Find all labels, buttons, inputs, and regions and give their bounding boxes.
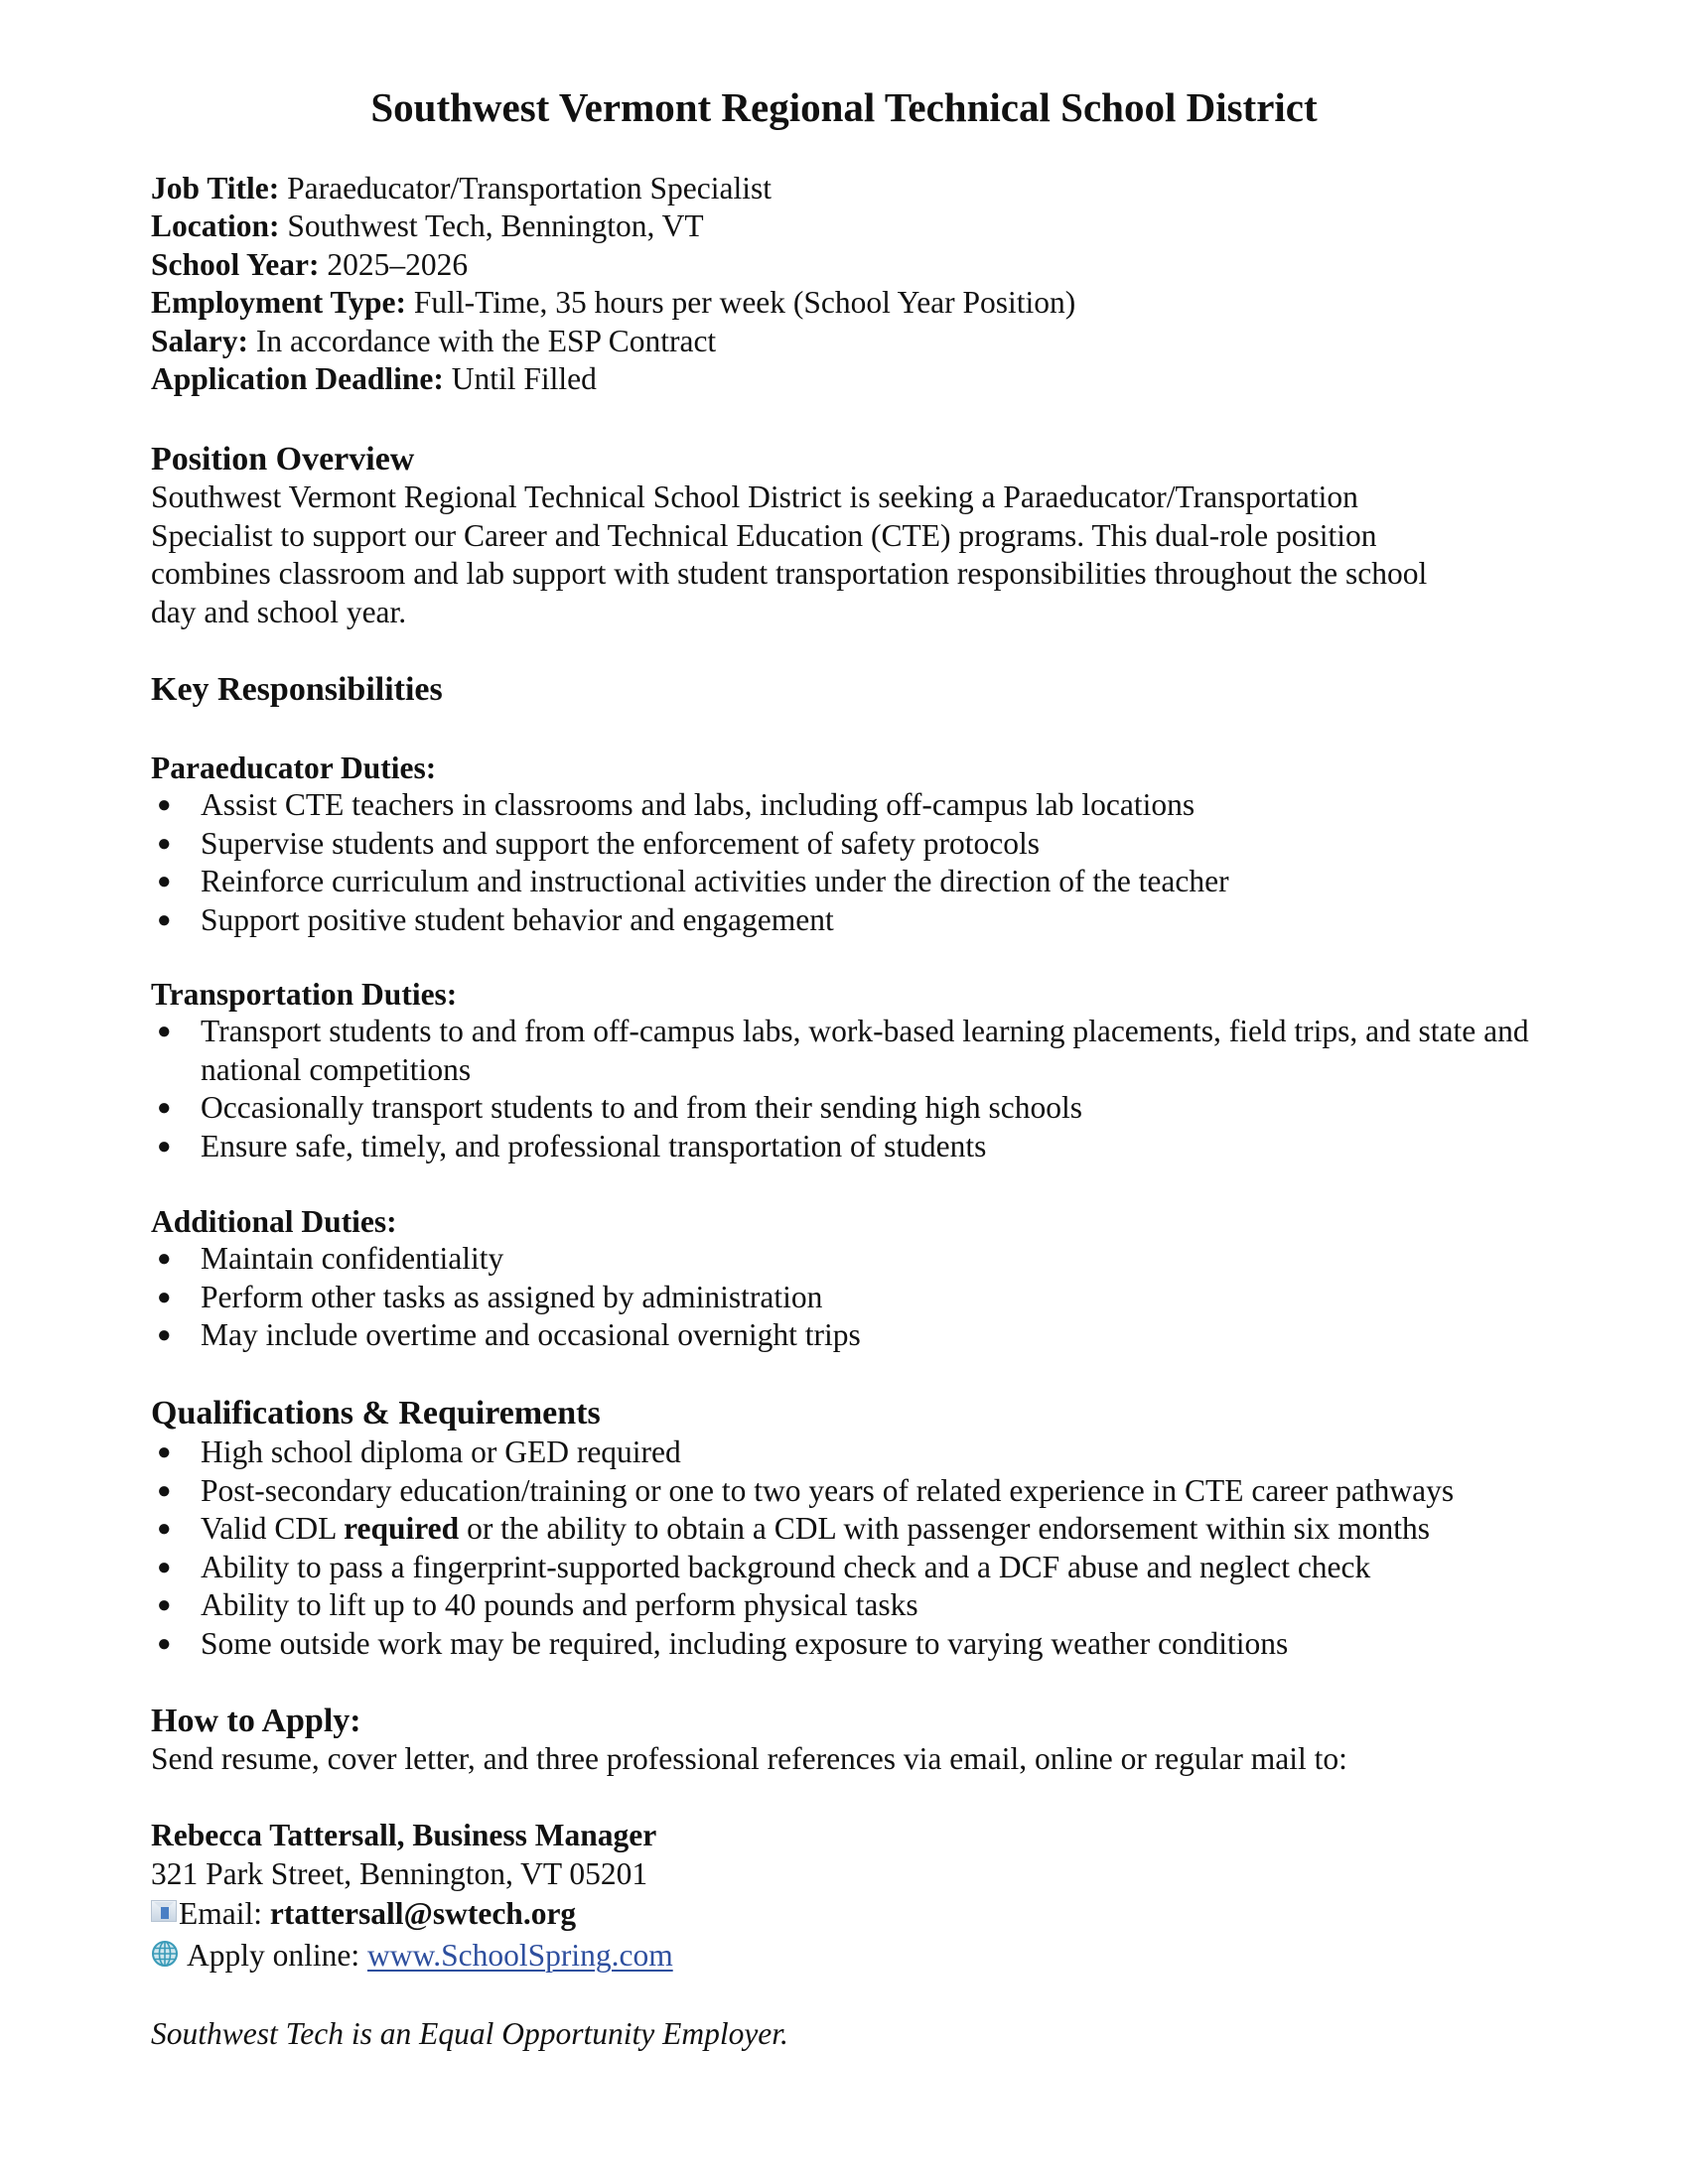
- list-item: [151, 1013, 1531, 1089]
- detail-label: Job Title:: [151, 171, 280, 205]
- list-item-text: May include overtime and occasional overnight trips: [201, 1317, 861, 1352]
- list-item: [151, 1472, 1541, 1511]
- contact-name: Rebecca Tattersall, Business Manager: [151, 1818, 657, 1852]
- equal-opportunity-statement: Southwest Tech is an Equal Opportunity Employer.: [151, 2016, 788, 2051]
- apply-online-row: [151, 1934, 1541, 1978]
- list-item: [151, 1549, 1541, 1587]
- list-item-text: Perform other tasks as assigned by administration: [201, 1279, 823, 1314]
- detail-value: 2025–2026: [327, 246, 469, 282]
- contact-email-row: [151, 1893, 1541, 1934]
- detail-label: Salary:: [151, 323, 248, 358]
- bullet-icon: ●: [157, 1019, 172, 1044]
- detail-label: School Year:: [151, 246, 320, 282]
- list-item-text: Post-secondary education/training or one to two years of related experience in CTE career pathways: [201, 1472, 1455, 1508]
- bullet-icon: ●: [157, 1322, 172, 1348]
- apply-instructions: [151, 1740, 1541, 1779]
- schoolspring-link[interactable]: www.SchoolSpring.com: [367, 1938, 673, 1974]
- list-item: [151, 825, 1541, 864]
- subheading-additional-duties: Additional Duties:: [151, 1204, 397, 1239]
- email-address-link[interactable]: rtattersall@swtech.org: [269, 1896, 577, 1932]
- bullet-icon: ●: [157, 906, 172, 933]
- list-item-text: Ensure safe, timely, and professional transportation of students: [201, 1128, 987, 1163]
- detail-job-title: [151, 170, 1541, 207]
- list-item: [151, 786, 1541, 825]
- globe-icon: [151, 1940, 179, 1968]
- contact-block: [151, 1817, 1541, 1978]
- overview-line: combines classroom and lab support with student transportation responsibilities throughout the school: [151, 556, 1428, 592]
- overview-line: day and school year.: [151, 594, 407, 629]
- bullet-icon: ●: [157, 792, 172, 818]
- list-item-text: Supervise students and support the enforcement of safety protocols: [201, 825, 1041, 861]
- detail-value: Full-Time, 35 hours per week (School Year Position): [413, 285, 1076, 321]
- detail-value: Paraeducator/Transportation Specialist: [287, 171, 772, 205]
- list-item-text: Ability to lift up to 40 pounds and perform physical tasks: [201, 1587, 918, 1622]
- bullet-icon: ●: [157, 1133, 172, 1160]
- list-item-text: Reinforce curriculum and instructional activities under the direction of the teacher: [201, 864, 1229, 898]
- detail-label: Application Deadline:: [151, 360, 444, 396]
- text-segment: Valid CDL: [201, 1511, 345, 1546]
- list-item-text: Ability to pass a fingerprint-supported background check and a DCF abuse and neglect check: [201, 1549, 1371, 1584]
- subheading-transportation-duties: Transportation Duties:: [151, 977, 458, 1012]
- bullet-icon: ●: [157, 1477, 172, 1504]
- list-item-text: Assist CTE teachers in classrooms and labs, including off-campus lab locations: [201, 787, 1196, 822]
- list-item: [151, 1433, 1541, 1472]
- transportation-duties-list: [151, 1013, 1541, 1165]
- qualifications-list: [151, 1433, 1541, 1663]
- bullet-icon: ●: [157, 1516, 172, 1542]
- detail-application-deadline: [151, 360, 1541, 398]
- bullet-icon: ●: [157, 869, 172, 894]
- email-icon: [151, 1900, 177, 1922]
- emphasis-required: required: [344, 1511, 460, 1546]
- text-segment: or the ability to obtain a CDL with passenger endorsement within six months: [459, 1511, 1430, 1546]
- detail-salary: [151, 323, 1541, 360]
- list-item: [151, 901, 1541, 940]
- list-item: [151, 1510, 1541, 1549]
- detail-label: Location:: [151, 208, 280, 244]
- additional-duties-list: [151, 1240, 1541, 1355]
- bullet-icon: ●: [157, 1630, 172, 1657]
- subheading-paraeducator-duties: Paraeducator Duties:: [151, 751, 437, 785]
- list-item: [151, 863, 1541, 901]
- list-item: [151, 1586, 1541, 1625]
- list-item: [151, 1240, 1541, 1279]
- list-item: [151, 1316, 1541, 1355]
- detail-value: In accordance with the ESP Contract: [255, 323, 717, 358]
- job-details: [151, 170, 1541, 398]
- bullet-icon: ●: [157, 1246, 172, 1272]
- detail-location: [151, 207, 1541, 245]
- overview-line: Southwest Vermont Regional Technical School District is seeking a Paraeducator/Transportation: [151, 479, 1358, 514]
- list-item-text: High school diploma or GED required: [201, 1434, 681, 1469]
- section-heading-qualifications: Qualifications & Requirements: [151, 1395, 601, 1432]
- list-item-text: Transport students to and from off-campus labs, work-based learning placements, field trips, and state and national competitions: [201, 1014, 1529, 1087]
- section-heading-key-responsibilities: Key Responsibilities: [151, 671, 443, 708]
- bullet-icon: ●: [157, 830, 172, 857]
- bullet-icon: ●: [157, 1554, 172, 1580]
- email-label: Email:: [179, 1896, 270, 1932]
- list-item: [151, 1279, 1541, 1317]
- apply-online-label: Apply online:: [187, 1938, 367, 1974]
- document-title: Southwest Vermont Regional Technical School District: [370, 84, 1318, 130]
- list-item: [151, 1128, 1541, 1166]
- position-overview-paragraph: [151, 478, 1541, 631]
- paraeducator-duties-list: [151, 786, 1541, 939]
- bullet-icon: ●: [157, 1439, 172, 1465]
- section-heading-how-to-apply: How to Apply:: [151, 1703, 361, 1739]
- detail-value: Southwest Tech, Bennington, VT: [287, 208, 704, 244]
- bullet-icon: ●: [157, 1592, 172, 1618]
- bullet-icon: ●: [157, 1284, 172, 1310]
- contact-address: 321 Park Street, Bennington, VT 05201: [151, 1855, 648, 1891]
- detail-employment-type: [151, 284, 1541, 322]
- detail-value: Until Filled: [451, 360, 597, 396]
- list-item-text: Support positive student behavior and engagement: [201, 901, 834, 937]
- detail-label: Employment Type:: [151, 285, 406, 321]
- list-item-text: Occasionally transport students to and from their sending high schools: [201, 1090, 1082, 1125]
- apply-instructions-text: Send resume, cover letter, and three professional references via email, online or regular mail to:: [151, 1741, 1347, 1776]
- list-item: [151, 1089, 1541, 1128]
- list-item-text: Maintain confidentiality: [201, 1241, 504, 1276]
- bullet-icon: ●: [157, 1095, 172, 1121]
- detail-school-year: [151, 246, 1541, 284]
- overview-line: Specialist to support our Career and Technical Education (CTE) programs. This dual-role position: [151, 517, 1377, 553]
- list-item-text: Some outside work may be required, including exposure to varying weather conditions: [201, 1625, 1289, 1661]
- section-heading-position-overview: Position Overview: [151, 441, 415, 478]
- list-item: [151, 1625, 1541, 1664]
- list-item-text: [201, 1511, 1430, 1546]
